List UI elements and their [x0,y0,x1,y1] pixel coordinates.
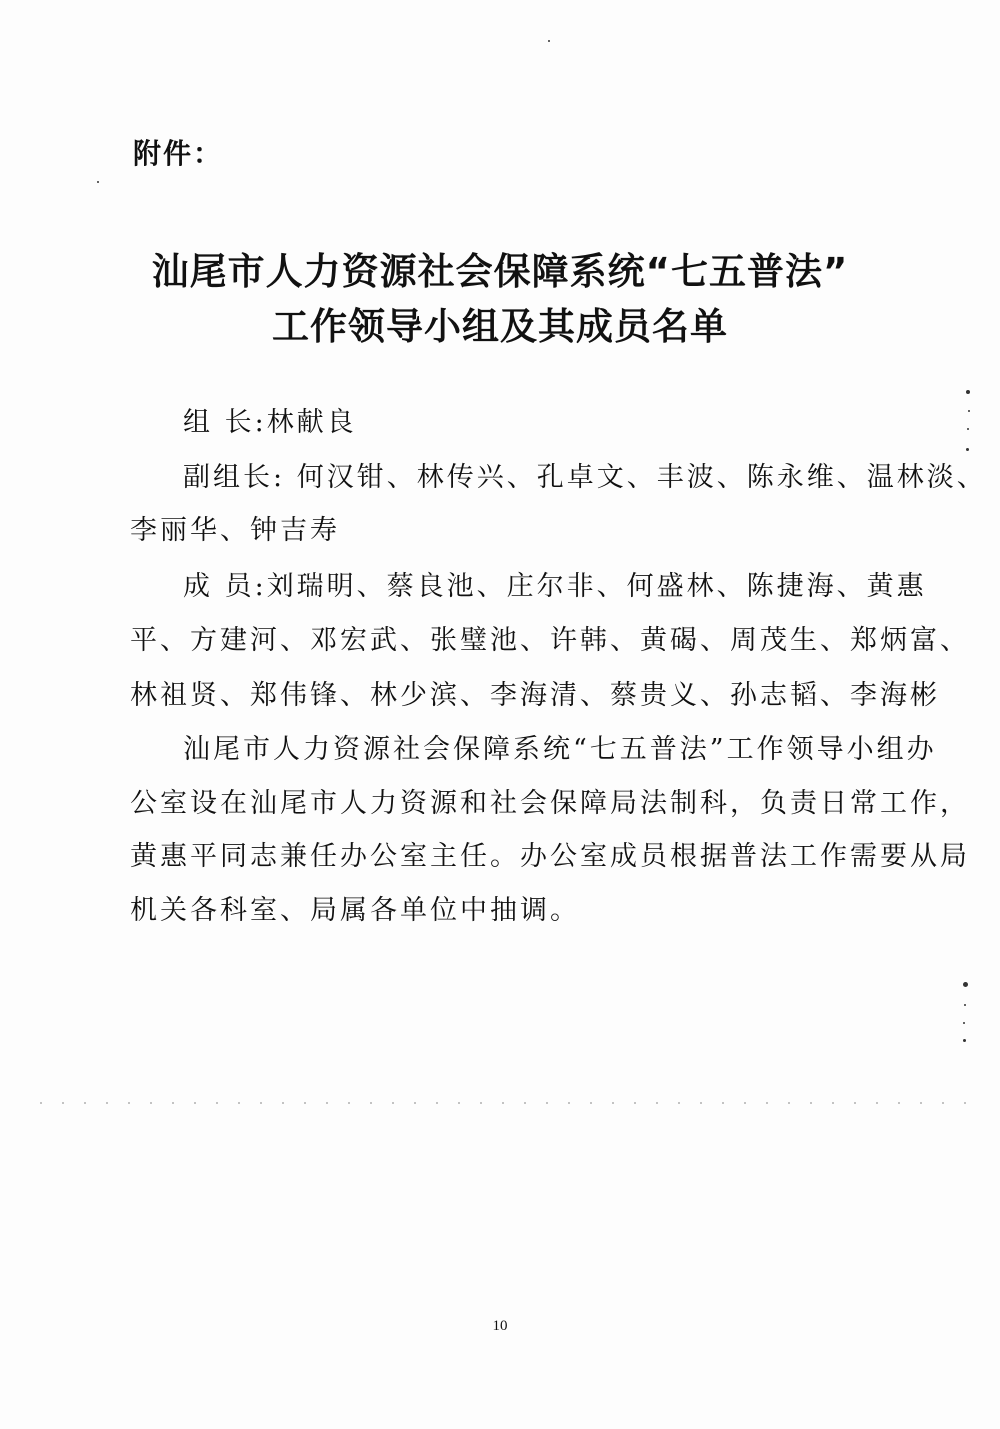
deputy-line-1 [183,455,987,494]
attachment-label: 附件： [133,137,224,170]
members-line-1 [183,564,935,603]
scan-speck [968,410,970,412]
deputy-names-line-2: 李丽华、钟吉寿 [130,515,340,546]
scan-speck [548,40,550,42]
members-role-label: 成 员: [183,571,267,602]
deputy-names-line-1: 何汉钳、林传兴、孔卓文、丰波、陈永维、温林淡、 [296,462,987,493]
leader-names: 林献良 [266,407,357,438]
office-note-line-2: 公室设在汕尾市人力资源和社会保障局法制科，负责日常工作， [130,788,970,819]
scan-speck [963,982,968,987]
office-note-line-4: 机关各科室、局属各单位中抽调。 [130,895,580,926]
scan-dotted-artifact [30,1102,970,1104]
scan-speck [967,428,969,430]
members-names-line-3: 林祖贤、郑伟锋、林少滨、李海清、蔡贵义、孙志韬、李海彬 [130,680,940,711]
document-title-line-2: 工作领导小组及其成员名单 [272,305,728,348]
page-number: 10 [492,1318,508,1334]
scan-speck [966,448,969,451]
deputy-role-label: 副组长: [183,462,286,493]
scan-speck [964,1004,966,1006]
scan-speck [966,390,970,394]
office-note-line-3: 黄惠平同志兼任办公室主任。办公室成员根据普法工作需要从局 [130,841,970,872]
members-names-line-2: 平、方建河、邓宏武、张璧池、许韩、黄碣、周茂生、郑炳富、 [130,625,970,656]
leader-role-label: 组 长: [183,407,267,438]
leader-line [183,400,935,439]
scan-speck [963,1022,965,1024]
scan-speck [97,181,99,183]
document-title-line-1: 汕尾市人力资源社会保障系统“七五普法” [151,250,849,293]
office-note-line-1: 汕尾市人力资源社会保障系统“七五普法”工作领导小组办 [183,734,937,765]
members-names-line-1: 刘瑞明、蔡良池、庄尔非、何盛林、陈捷海、黄惠 [266,571,927,602]
scan-speck [963,1039,966,1042]
